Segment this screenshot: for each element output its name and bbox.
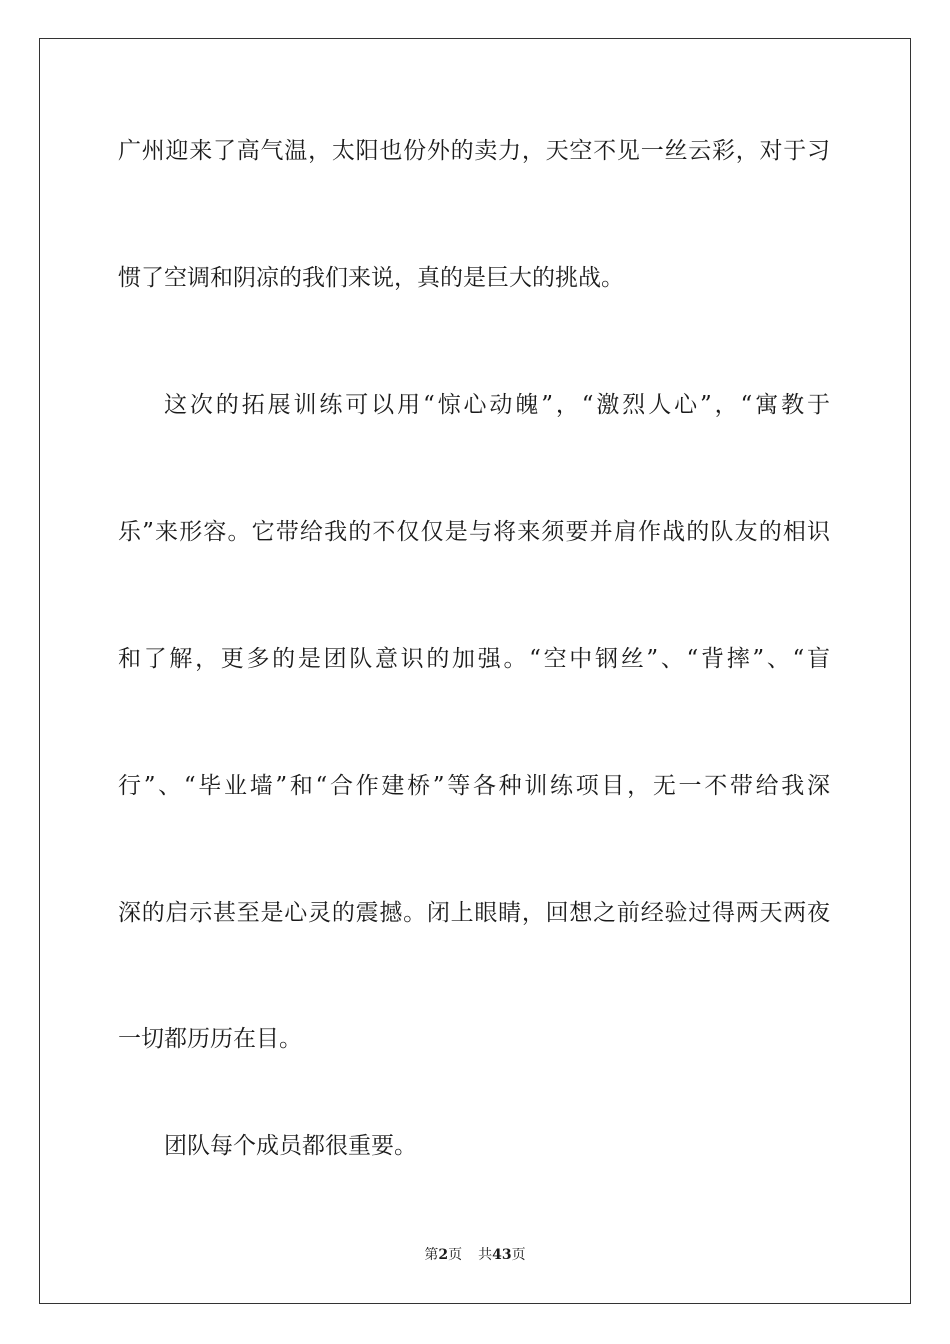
page-prefix: 第 <box>424 1247 439 1263</box>
page-footer <box>0 1245 950 1265</box>
total-suffix: 页 <box>511 1247 526 1263</box>
paragraph-line-4: 乐”来形容。它带给我的不仅仅是与将来须要并肩作战的队友的相识 <box>118 519 830 545</box>
paragraph-line-3: 这次的拓展训练可以用“惊心动魄”，“激烈人心”，“寓教于 <box>164 392 830 418</box>
total-prefix: 共 <box>478 1247 493 1263</box>
paragraph-line-5: 和了解，更多的是团队意识的加强。“空中钢丝”、“背摔”、“盲 <box>118 646 830 672</box>
paragraph-line-9: 团队每个成员都很重要。 <box>164 1133 417 1159</box>
paragraph-line-2: 惯了空调和阴凉的我们来说，真的是巨大的挑战。 <box>118 265 624 291</box>
total-pages: 43 <box>492 1247 512 1263</box>
paragraph-line-8: 一切都历历在目。 <box>118 1026 302 1052</box>
paragraph-line-1: 广州迎来了高气温，太阳也份外的卖力，天空不见一丝云彩，对于习 <box>118 138 830 164</box>
paragraph-line-6: 行”、“毕业墙”和“合作建桥”等各种训练项目，无一不带给我深 <box>118 773 830 799</box>
page-suffix: 页 <box>448 1247 463 1263</box>
page-number: 2 <box>438 1247 449 1263</box>
paragraph-line-7: 深的启示甚至是心灵的震撼。闭上眼睛，回想之前经验过得两天两夜 <box>118 900 830 926</box>
